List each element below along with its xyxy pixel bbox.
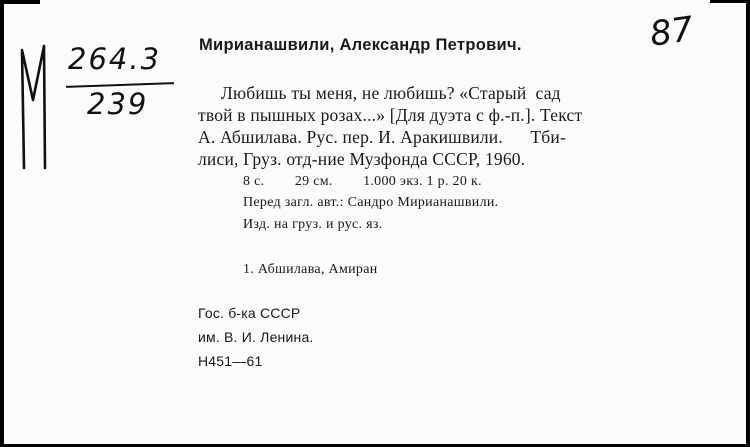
shelfmark-denominator: 239 [87,87,149,121]
holder-line: Гос. б-ка СССР [198,305,301,321]
card-number: Н451—61 [198,353,263,369]
holder-line: им. В. И. Ленина. [198,329,314,345]
scan-edge-right [746,0,750,447]
description-line: Любишь ты меня, не любишь? «Старый сад [198,83,561,103]
scan-edge-top-left [0,0,40,4]
note-line: Перед загл. авт.: Сандро Мирианашвили. [243,195,499,210]
physical-description: 8 с. 29 см. 1.000 экз. 1 р. 20 к. [243,174,482,189]
corner-handwritten-number: 87 [647,9,696,55]
shelfmark-letter [18,40,48,170]
author-heading: Мирианашвили, Александр Петрович. [199,36,522,54]
scan-edge-top-right [710,0,750,3]
description-line: А. Абшилава. Рус. пер. И. Аракишвили. Тби- [198,127,566,147]
description-line: твой в пышных розах...» [Для дуэта с ф.-п.]. Текст [198,105,583,125]
added-entry: 1. Абшилава, Амиран [243,262,378,277]
scan-edge-left [0,0,4,447]
shelfmark-numerator: 264.3 [68,42,162,76]
description-line: лиси, Груз. отд-ние Музфонда СССР, 1960. [198,149,526,169]
note-line: Изд. на груз. и рус. яз. [243,217,383,232]
